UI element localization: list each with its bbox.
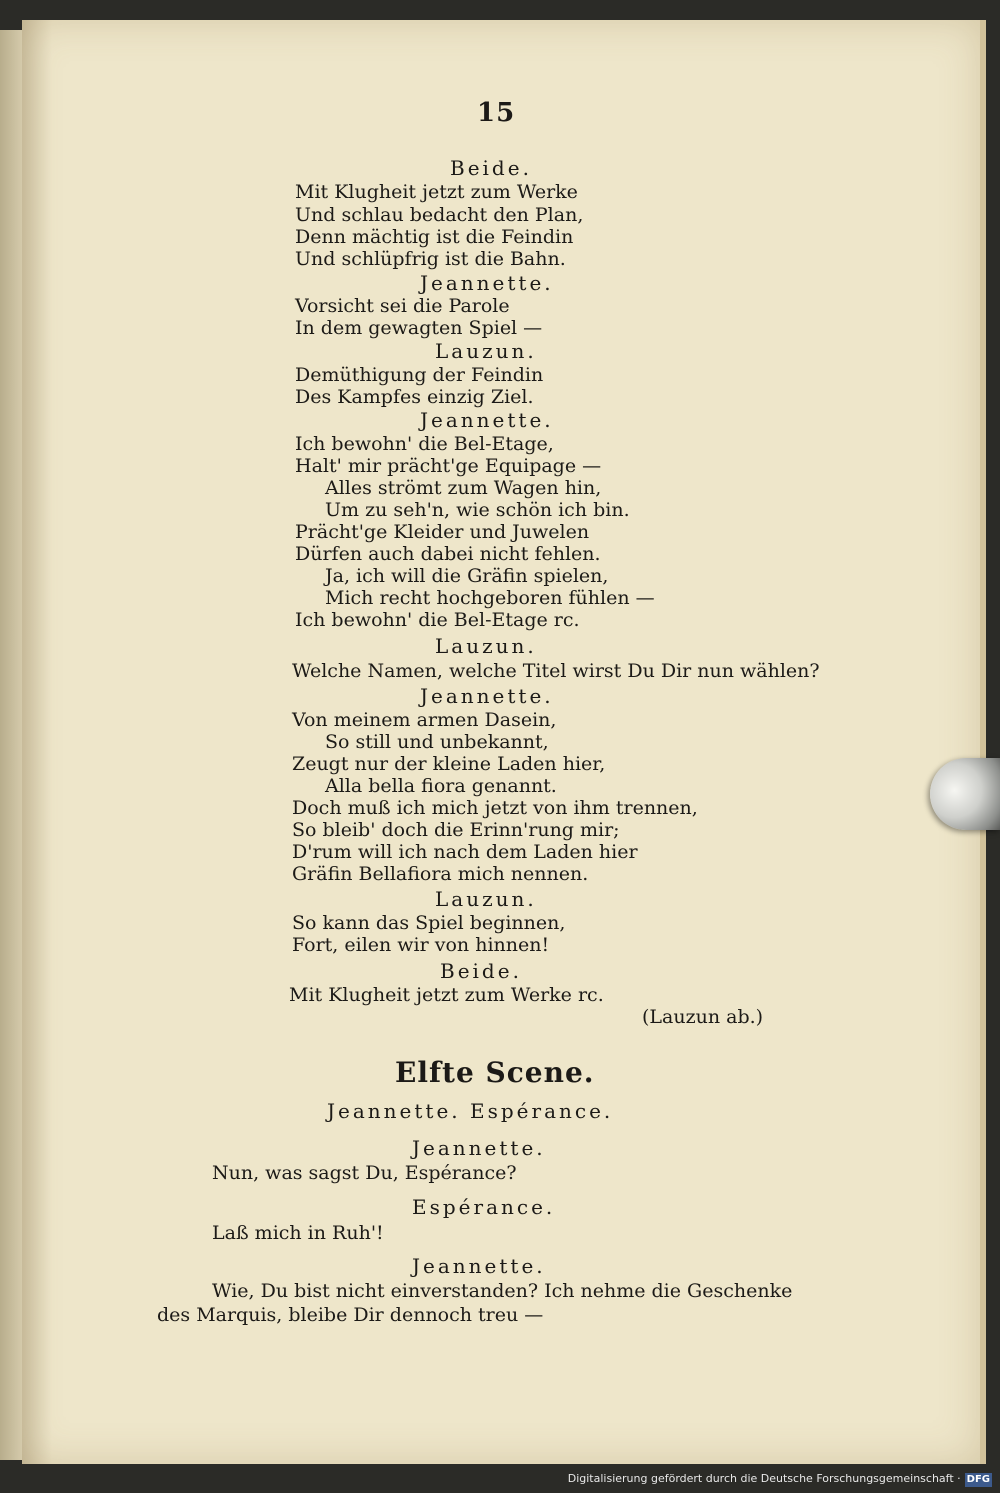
speaker-heading: Jeannette. (420, 408, 554, 432)
verse-line: Ja, ich will die Gräfin spielen, (325, 565, 609, 587)
verse-line: Mich recht hochgeboren fühlen — (325, 587, 655, 609)
speaker-heading: Jeannette. (420, 271, 554, 295)
page-gutter-shadow (22, 20, 52, 1464)
verse-line: Des Kampfes einzig Ziel. (295, 386, 534, 408)
digitization-credit (568, 1472, 992, 1487)
page-number: 15 (477, 98, 516, 128)
verse-line: Ich bewohn' die Bel-Etage, (295, 433, 554, 455)
speaker-heading: Jeannette. (420, 684, 554, 708)
speaker-heading: Lauzun. (435, 634, 537, 658)
verse-line: Dürfen auch dabei nicht fehlen. (295, 543, 601, 565)
prose-line: Laß mich in Ruh'! (212, 1222, 384, 1244)
speaker-heading: Jeannette. (412, 1136, 546, 1160)
verse-line: D'rum will ich nach dem Laden hier (292, 841, 638, 863)
verse-line: Mit Klugheit jetzt zum Werke (295, 181, 578, 203)
verse-line: So still und unbekannt, (325, 731, 549, 753)
verse-line: Vorsicht sei die Parole (295, 295, 510, 317)
verse-line: Gräfin Bellafiora mich nennen. (292, 863, 589, 885)
verse-line: Doch muß ich mich jetzt von ihm trennen, (292, 797, 698, 819)
verse-line: Von meinem armen Dasein, (292, 709, 557, 731)
prose-line: Nun, was sagst Du, Espérance? (212, 1162, 517, 1184)
verse-line: So bleib' doch die Erinn'rung mir; (292, 819, 620, 841)
page-clip (930, 758, 1000, 830)
verse-line: Um zu seh'n, wie schön ich bin. (325, 499, 630, 521)
verse-line: Ich bewohn' die Bel-Etage rc. (295, 609, 580, 631)
dfg-logo: DFG (966, 1474, 990, 1485)
speaker-heading: Espérance. (412, 1195, 556, 1219)
verse-line: Und schlüpfrig ist die Bahn. (295, 248, 566, 270)
verse-line: Halt' mir prächt'ge Equipage — (295, 455, 602, 477)
scene-title: Elfte Scene. (395, 1056, 595, 1089)
scene-characters: Jeannette. Espérance. (327, 1099, 614, 1123)
stage-direction: (Lauzun ab.) (642, 1006, 764, 1028)
prose-line: des Marquis, bleibe Dir dennoch treu — (157, 1304, 544, 1326)
book-page (22, 20, 986, 1464)
speaker-heading: Beide. (440, 959, 522, 983)
speaker-heading: Beide. (450, 156, 532, 180)
verse-line: Und schlau bedacht den Plan, (295, 204, 584, 226)
verse-line: Welche Namen, welche Titel wirst Du Dir nun wählen? (292, 660, 820, 682)
verse-line: Denn mächtig ist die Feindin (295, 226, 574, 248)
verse-line: So kann das Spiel beginnen, (292, 912, 566, 934)
verse-line: Fort, eilen wir von hinnen! (292, 934, 550, 956)
verse-line: Alles strömt zum Wagen hin, (325, 477, 602, 499)
speaker-heading: Lauzun. (435, 887, 537, 911)
verse-line: Alla bella fiora genannt. (325, 775, 557, 797)
speaker-heading: Lauzun. (435, 339, 537, 363)
verse-line: Prächt'ge Kleider und Juwelen (295, 521, 590, 543)
verse-line: Zeugt nur der kleine Laden hier, (292, 753, 606, 775)
verse-line: In dem gewagten Spiel — (295, 317, 543, 339)
verse-line: Mit Klugheit jetzt zum Werke rc. (289, 984, 604, 1006)
credit-text: Digitalisierung gefördert durch die Deutsche Forschungsgemeinschaft · (567, 1472, 961, 1485)
speaker-heading: Jeannette. (412, 1254, 546, 1278)
verse-line: Demüthigung der Feindin (295, 364, 544, 386)
prose-line: Wie, Du bist nicht einverstanden? Ich nehme die Geschenke (212, 1280, 793, 1302)
